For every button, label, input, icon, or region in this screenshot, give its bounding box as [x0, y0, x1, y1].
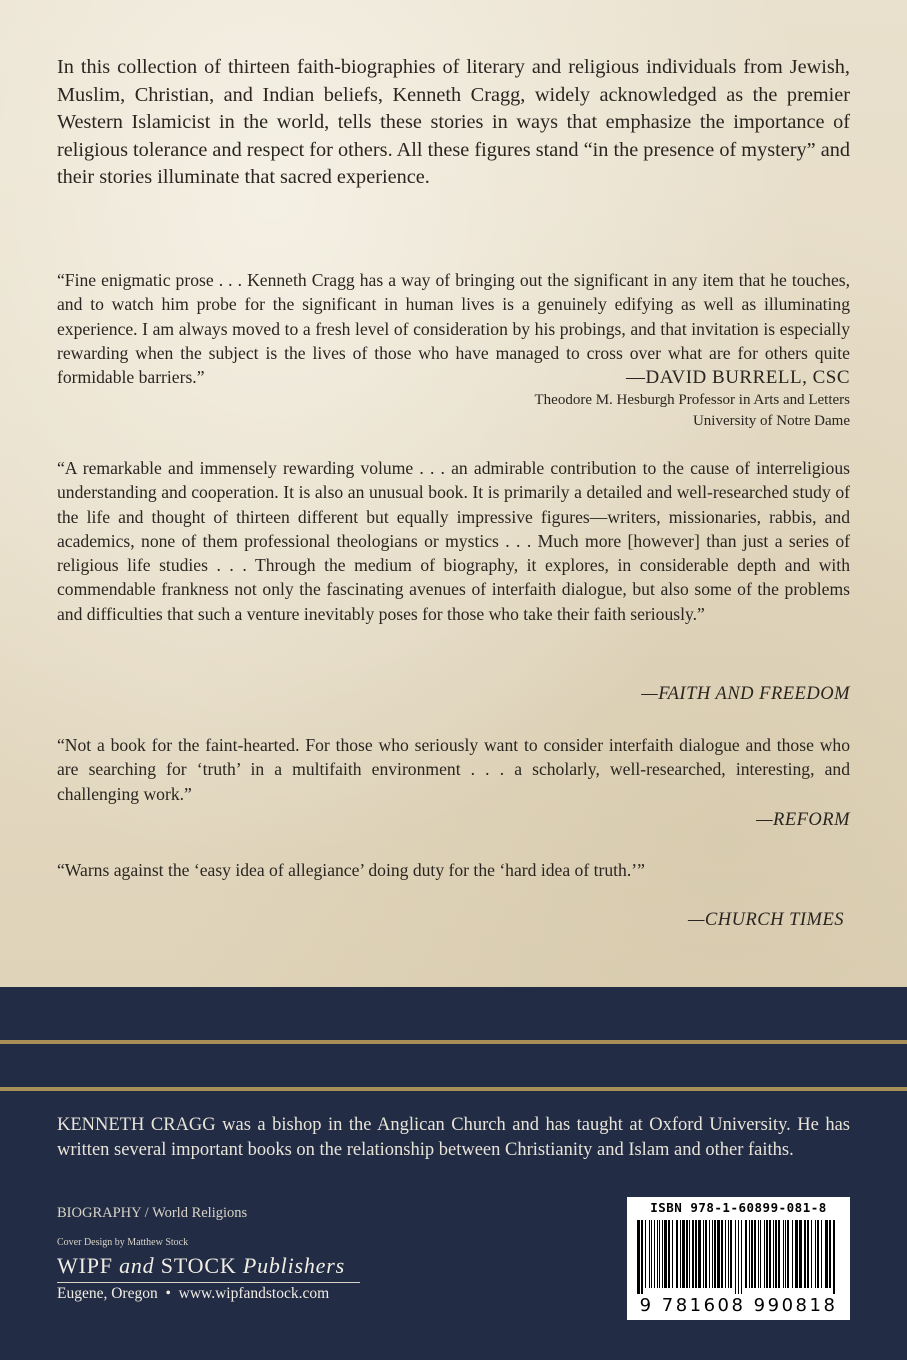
barcode-bar: [804, 1220, 806, 1288]
publisher-logo: [57, 1253, 345, 1279]
barcode-bar: [787, 1220, 789, 1288]
publisher-website[interactable]: www.wipfandstock.com: [178, 1285, 330, 1302]
barcode-bar: [735, 1220, 736, 1294]
barcode-bar: [689, 1220, 690, 1288]
review-attribution-faith-and-freedom: —FAITH AND FREEDOM: [641, 684, 850, 704]
barcode-bar: [769, 1220, 771, 1288]
barcode-bar: [751, 1220, 753, 1288]
barcode-bar: [783, 1220, 784, 1288]
publisher-location-line: [57, 1285, 329, 1303]
barcode-bars: [635, 1220, 842, 1294]
barcode-bar: [676, 1220, 678, 1288]
barcode-bar: [778, 1220, 780, 1288]
barcode-bar: [714, 1220, 716, 1288]
barcode-bar: [712, 1220, 713, 1288]
isbn-label: ISBN 978-1-60899-081-8: [650, 1200, 827, 1215]
barcode-bar: [654, 1220, 655, 1288]
barcode-bar: [717, 1220, 720, 1288]
review-quote-faith-and-freedom: “A remarkable and immensely rewarding volume . . . an admirable contribution to the cause of interreligious understanding and cooperation. It is also an unusual book. It is primarily a detailed and well-researched study of the life and thought of thirteen different but equally impressive figures—writers, missionaries, rabbis, and academics, none of them professional theologians or mystics . . . Much more [however] than just a series of religious life studies . . . Through the medium of biography, it explores, in considerable depth and with commendable frankness not only the fascinating avenues of interfaith dialogue, but also some of the problems and difficulties that such a venture inevitably poses for those who take their faith seriously.”: [57, 458, 850, 624]
barcode-bar: [821, 1220, 822, 1288]
barcode-bar: [799, 1220, 802, 1288]
publisher-name-publishers: Publishers: [242, 1253, 345, 1278]
barcode-digits: 9 781608 990818: [639, 1295, 838, 1316]
barcode-bar: [833, 1220, 835, 1294]
barcode-bar: [721, 1220, 723, 1288]
gold-rule-bottom: [0, 1087, 907, 1091]
cover-design-credit: Cover Design by Matthew Stock: [57, 1237, 189, 1248]
review-quote-reform: “Not a book for the faint-hearted. For those who seriously want to consider interfaith dialogue and those who are searching for ‘truth’ in a multifaith environment . . . a scholarly, well-researched, interesting, and challenging work.”: [57, 735, 850, 804]
barcode-bar: [785, 1220, 786, 1288]
barcode-bar: [760, 1220, 761, 1288]
barcode-bar: [754, 1220, 756, 1288]
barcode-bar: [641, 1220, 643, 1294]
barcode-bar: [651, 1220, 652, 1288]
barcode-bar: [741, 1220, 742, 1294]
reviewer-institution: University of Notre Dame: [692, 413, 850, 429]
separator-bullet: •: [165, 1285, 171, 1302]
barcode-bar: [817, 1220, 819, 1288]
barcode-bar: [698, 1220, 701, 1288]
barcode-bar: [657, 1220, 658, 1288]
barcode-bar: [725, 1220, 726, 1288]
publisher-name-stock: STOCK: [160, 1253, 237, 1278]
barcode-bar: [825, 1220, 828, 1288]
barcode-bar: [664, 1220, 667, 1288]
barcode-bar: [749, 1220, 750, 1288]
category-label: BIOGRAPHY / World Religions: [57, 1205, 248, 1221]
book-description: In this collection of thirteen faith-biographies of literary and religious individuals from Jewish, Muslim, Christian, and Indian beliefs, Kenneth Cragg, widely acknowledged as the premier Western Islamicist in the world, tells these stories in ways that emphasize the importance of religious tolerance and respect for others. All these figures stand “in the presence of mystery” and their stories illuminate that sacred experience.: [57, 56, 850, 188]
publisher-location: Eugene, Oregon: [57, 1285, 158, 1302]
review-attribution-church-times: —CHURCH TIMES: [687, 910, 844, 930]
barcode-bar: [686, 1220, 688, 1288]
author-bio: KENNETH CRAGG was a bishop in the Anglican Church and has taught at Oxford University. He has written several important books on the relationship between Christianity and Islam and other faiths.: [57, 1115, 850, 1160]
publisher-name-wipf: WIPF: [57, 1253, 113, 1278]
reviewer-title: Theodore M. Hesburgh Professor in Arts and Letters: [534, 392, 850, 408]
barcode-bar: [807, 1220, 809, 1288]
publisher-name-and: and: [119, 1253, 155, 1278]
barcode-bar: [703, 1220, 704, 1288]
review-quote-burrell: “Fine enigmatic prose . . . Kenneth Cragg has a way of bringing out the significant in any item that he touches, and to watch him probe for the significant in human lives is a genuinely edifying as well as illuminating experience. I am always moved to a fresh level of consideration by his probings, and that invitation is especially rewarding when the subject is the lives of those who have managed to cross over what are for others quite formidable barriers.”: [57, 270, 850, 388]
barcode-bar: [680, 1220, 681, 1288]
barcode-bar: [764, 1220, 765, 1288]
review-quote-church-times: “Warns against the ‘easy idea of allegiance’ doing duty for the ‘hard idea of truth.’”: [57, 860, 645, 880]
barcode-bar: [829, 1220, 831, 1288]
barcode-bar: [775, 1220, 777, 1288]
barcode-bar: [758, 1220, 759, 1288]
barcode-bar: [705, 1220, 707, 1288]
barcode-bar: [659, 1220, 660, 1288]
barcode-bar: [692, 1220, 694, 1288]
reviewer-affiliation: [535, 390, 851, 432]
barcode-bar: [728, 1220, 729, 1288]
barcode-bar: [668, 1220, 670, 1288]
barcode-bar: [682, 1220, 685, 1288]
barcode-bar: [730, 1220, 732, 1288]
barcode-bar: [662, 1220, 663, 1288]
barcode-bar: [766, 1220, 768, 1288]
barcode-bar: [695, 1220, 697, 1288]
barcode-bar: [811, 1220, 812, 1288]
barcode-bar: [773, 1220, 774, 1288]
barcode-bar: [795, 1220, 798, 1288]
barcode-bar: [745, 1220, 747, 1288]
barcode-bar: [815, 1220, 816, 1288]
publisher-rule: [57, 1282, 360, 1283]
barcode-bar: [672, 1220, 673, 1288]
review-attribution-reform: —REFORM: [756, 810, 850, 830]
isbn-barcode: [627, 1197, 850, 1320]
barcode-bar: [645, 1220, 646, 1288]
barcode-bar: [637, 1220, 640, 1294]
review-attribution-burrell: —DAVID BURRELL, CSC: [626, 367, 850, 388]
barcode-bar: [649, 1220, 650, 1288]
barcode-bar: [738, 1220, 739, 1294]
barcode-bar: [792, 1220, 793, 1288]
barcode-bar: [709, 1220, 710, 1288]
gold-rule-top: [0, 1040, 907, 1044]
